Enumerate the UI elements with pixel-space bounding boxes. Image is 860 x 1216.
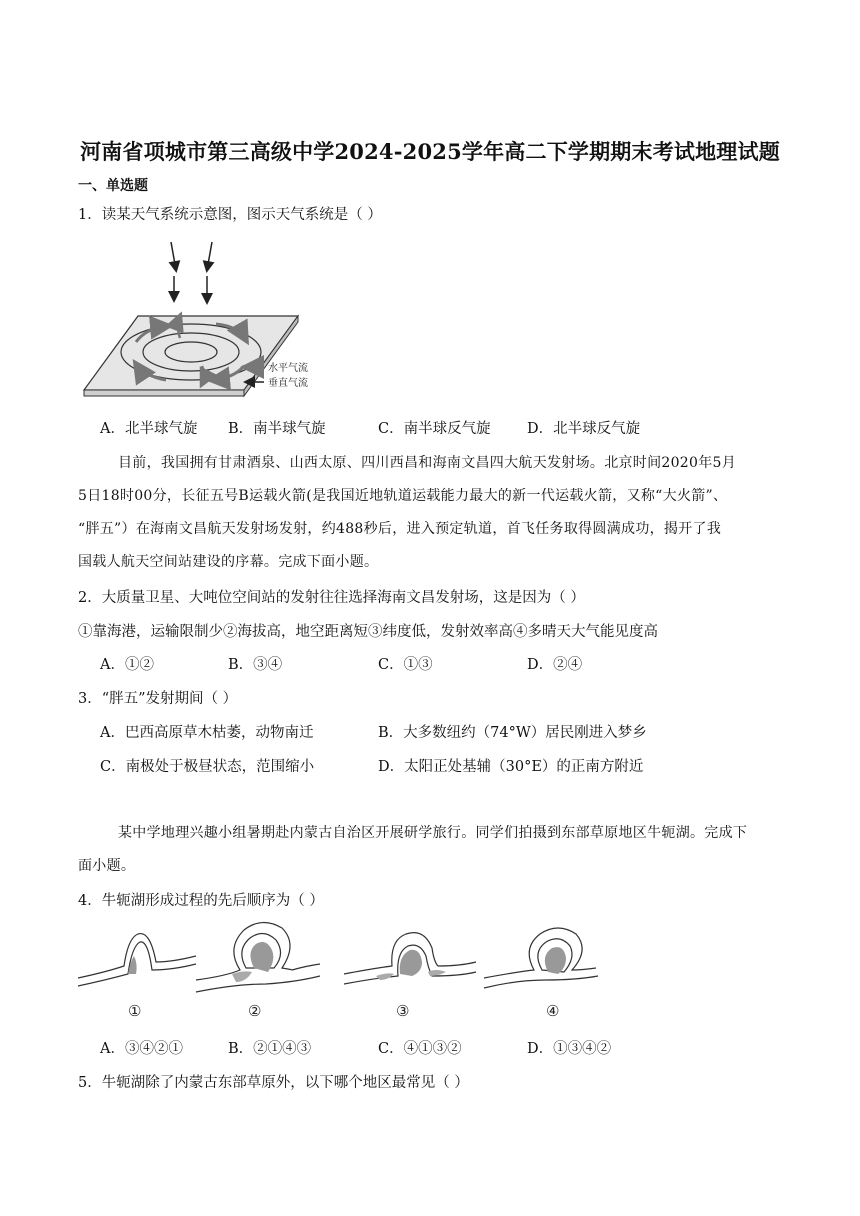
section-heading: 一、单选题 [78, 178, 148, 194]
q3-option-d[interactable]: D．太阳正处基辅（30°E）的正南方附近 [378, 759, 644, 775]
q4-option-a[interactable]: A．③④②① [100, 1041, 183, 1057]
stage-label: ③ [396, 1002, 410, 1020]
stage-label: ④ [546, 1002, 560, 1020]
q4-stem: 4．牛轭湖形成过程的先后顺序为（ ） [78, 893, 324, 909]
q2-option-a[interactable]: A．①② [100, 657, 154, 673]
passage2-line: 面小题。 [78, 858, 136, 874]
passage1-line: 目前，我国拥有甘肃酒泉、山西太原、四川西昌和海南文昌四大航天发射场。北京时间2020年5月 [118, 455, 737, 471]
q4-option-c[interactable]: C．④①③② [378, 1041, 462, 1057]
weather-system-diagram [76, 230, 336, 400]
legend-vertical-label: 垂直气流 [268, 378, 308, 389]
q2-stem: 2．大质量卫星、大吨位空间站的发射往往选择海南文昌发射场，这是因为（ ） [78, 590, 585, 606]
q1-option-a[interactable]: A．北半球气旋 [100, 421, 198, 437]
oxbow-stage-2 [196, 922, 320, 1020]
stage-label: ② [248, 1002, 262, 1020]
q1-option-c[interactable]: C．南半球反气旋 [378, 421, 491, 437]
q2-option-b[interactable]: B．③④ [228, 657, 283, 673]
q1-option-d[interactable]: D．北半球反气旋 [527, 421, 641, 437]
q1-option-b[interactable]: B．南半球气旋 [228, 421, 326, 437]
q4-option-b[interactable]: B．②①④③ [228, 1041, 312, 1057]
q2-items: ①靠海港，运输限制少②海拔高，地空距离短③纬度低，发射效率高④多晴天大气能见度高 [78, 624, 658, 640]
q1-stem: 1．读某天气系统示意图，图示天气系统是（ ） [78, 207, 382, 223]
q3-option-c[interactable]: C．南极处于极昼状态，范围缩小 [100, 759, 315, 775]
q3-option-a[interactable]: A．巴西高原草木枯萎，动物南迁 [100, 725, 314, 741]
oxbow-lake-diagrams [76, 918, 606, 1026]
oxbow-stage-3 [344, 933, 476, 1020]
q2-option-d[interactable]: D．②④ [527, 657, 583, 673]
passage2-line: 某中学地理兴趣小组暑期赴内蒙古自治区开展研学旅行。同学们拍摄到东部草原地区牛轭湖。完成下 [118, 825, 748, 841]
oxbow-stage-1 [78, 934, 196, 1020]
passage1-line: 国载人航天空间站建设的序幕。完成下面小题。 [78, 554, 379, 570]
q5-stem: 5．牛轭湖除了内蒙古东部草原外，以下哪个地区最常见（ ） [78, 1075, 469, 1091]
page-title: 河南省项城市第三高级中学2024-2025学年高二下学期期末考试地理试题 [80, 139, 780, 164]
q2-option-c[interactable]: C．①③ [378, 657, 433, 673]
stage-label: ① [128, 1002, 142, 1020]
oxbow-stage-4 [484, 928, 598, 1020]
legend-horizontal-label: 水平气流 [268, 363, 308, 374]
q4-option-d[interactable]: D．①③④② [527, 1041, 612, 1057]
passage1-line: 5日18时00分，长征五号B运载火箭(是我国近地轨道运载能力最大的新一代运载火箭，又称“大火箭”、 [78, 488, 728, 504]
q3-stem: 3．“胖五”发射期间（ ） [78, 691, 238, 707]
passage1-line: “胖五”）在海南文昌航天发射场发射，约488秒后，进入预定轨道，首飞任务取得圆满成功，揭开了我 [78, 521, 722, 537]
q3-option-b[interactable]: B．大多数纽约（74°W）居民刚进入梦乡 [378, 725, 647, 741]
